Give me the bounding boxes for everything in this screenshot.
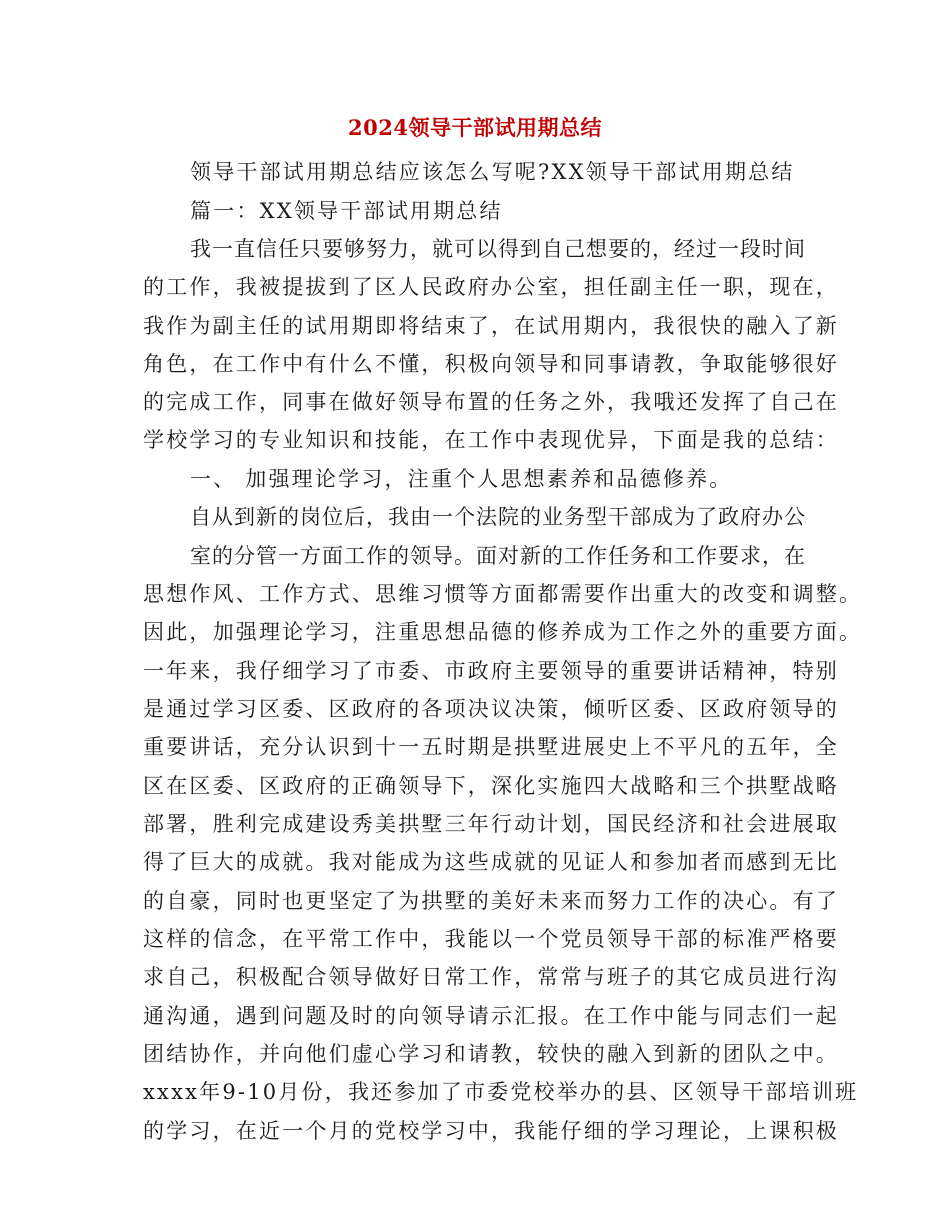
paragraph-line: 求自己，积极配合领导做好日常工作，常常与班子的其它成员进行沟 xyxy=(143,965,839,989)
document-title: 2024领导干部试用期总结 xyxy=(348,115,602,140)
paragraph-line: 一年来，我仔细学习了市委、市政府主要领导的重要讲话精神，特别 xyxy=(143,659,839,683)
paragraph-line: 的工作，我被提拔到了区人民政府办公室，担任副主任一职，现在， xyxy=(143,275,839,299)
subsection-heading: 一、 加强理论学习，注重个人思想素养和品德修养。 xyxy=(190,467,733,491)
paragraph-line: 的学习，在近一个月的党校学习中，我能仔细的学习理论，上课积极 xyxy=(143,1119,839,1143)
paragraph-line: 这样的信念，在平常工作中，我能以一个党员领导干部的标准严格要 xyxy=(143,927,839,951)
paragraph-line: 通沟通，遇到问题及时的向领导请示汇报。在工作中能与同志们一起 xyxy=(143,1004,839,1028)
paragraph-line: 重要讲话，充分认识到十一五时期是拱墅进展史上不平凡的五年，全 xyxy=(143,735,839,759)
paragraph-line: 我一直信任只要够努力，就可以得到自己想要的，经过一段时间 xyxy=(190,237,806,261)
intro-line: 领导干部试用期总结应该怎么写呢?XX领导干部试用期总结 xyxy=(190,160,795,184)
paragraph-line: 思想作风、工作方式、思维习惯等方面都需要作出重大的改变和调整。 xyxy=(143,582,863,606)
paragraph-line: xxxx年9-10月份，我还参加了市委党校举办的县、区领导干部培训班 xyxy=(143,1080,859,1104)
paragraph-line: 学校学习的专业知识和技能，在工作中表现优异，下面是我的总结： xyxy=(143,428,839,452)
paragraph-line: 部署，胜利完成建设秀美拱墅三年行动计划，国民经济和社会进展取 xyxy=(143,812,839,836)
paragraph-line: 的完成工作，同事在做好领导布置的任务之外，我哦还发挥了自己在 xyxy=(143,390,839,414)
section-heading: 篇一：XX领导干部试用期总结 xyxy=(190,199,503,223)
paragraph-line: 自从到新的岗位后，我由一个法院的业务型干部成为了政府办公 xyxy=(190,505,806,529)
paragraph-line: 是通过学习区委、区政府的各项决议决策，倾听区委、区政府领导的 xyxy=(143,697,839,721)
paragraph-line: 得了巨大的成就。我对能成为这些成就的见证人和参加者而感到无比 xyxy=(143,850,839,874)
paragraph-line: 的自豪，同时也更坚定了为拱墅的美好未来而努力工作的决心。有了 xyxy=(143,889,839,913)
paragraph-line: 因此，加强理论学习，注重思想品德的修养成为工作之外的重要方面。 xyxy=(143,620,863,644)
paragraph-line: 角色，在工作中有什么不懂，积极向领导和同事请教，争取能够很好 xyxy=(143,352,839,376)
paragraph-line: 区在区委、区政府的正确领导下，深化实施四大战略和三个拱墅战略 xyxy=(143,774,839,798)
paragraph-line: 团结协作，并向他们虚心学习和请教，较快的融入到新的团队之中。 xyxy=(143,1042,839,1066)
paragraph-line: 我作为副主任的试用期即将结束了，在试用期内，我很快的融入了新 xyxy=(143,314,839,338)
paragraph-line: 室的分管一方面工作的领导。面对新的工作任务和工作要求，在 xyxy=(190,544,806,568)
